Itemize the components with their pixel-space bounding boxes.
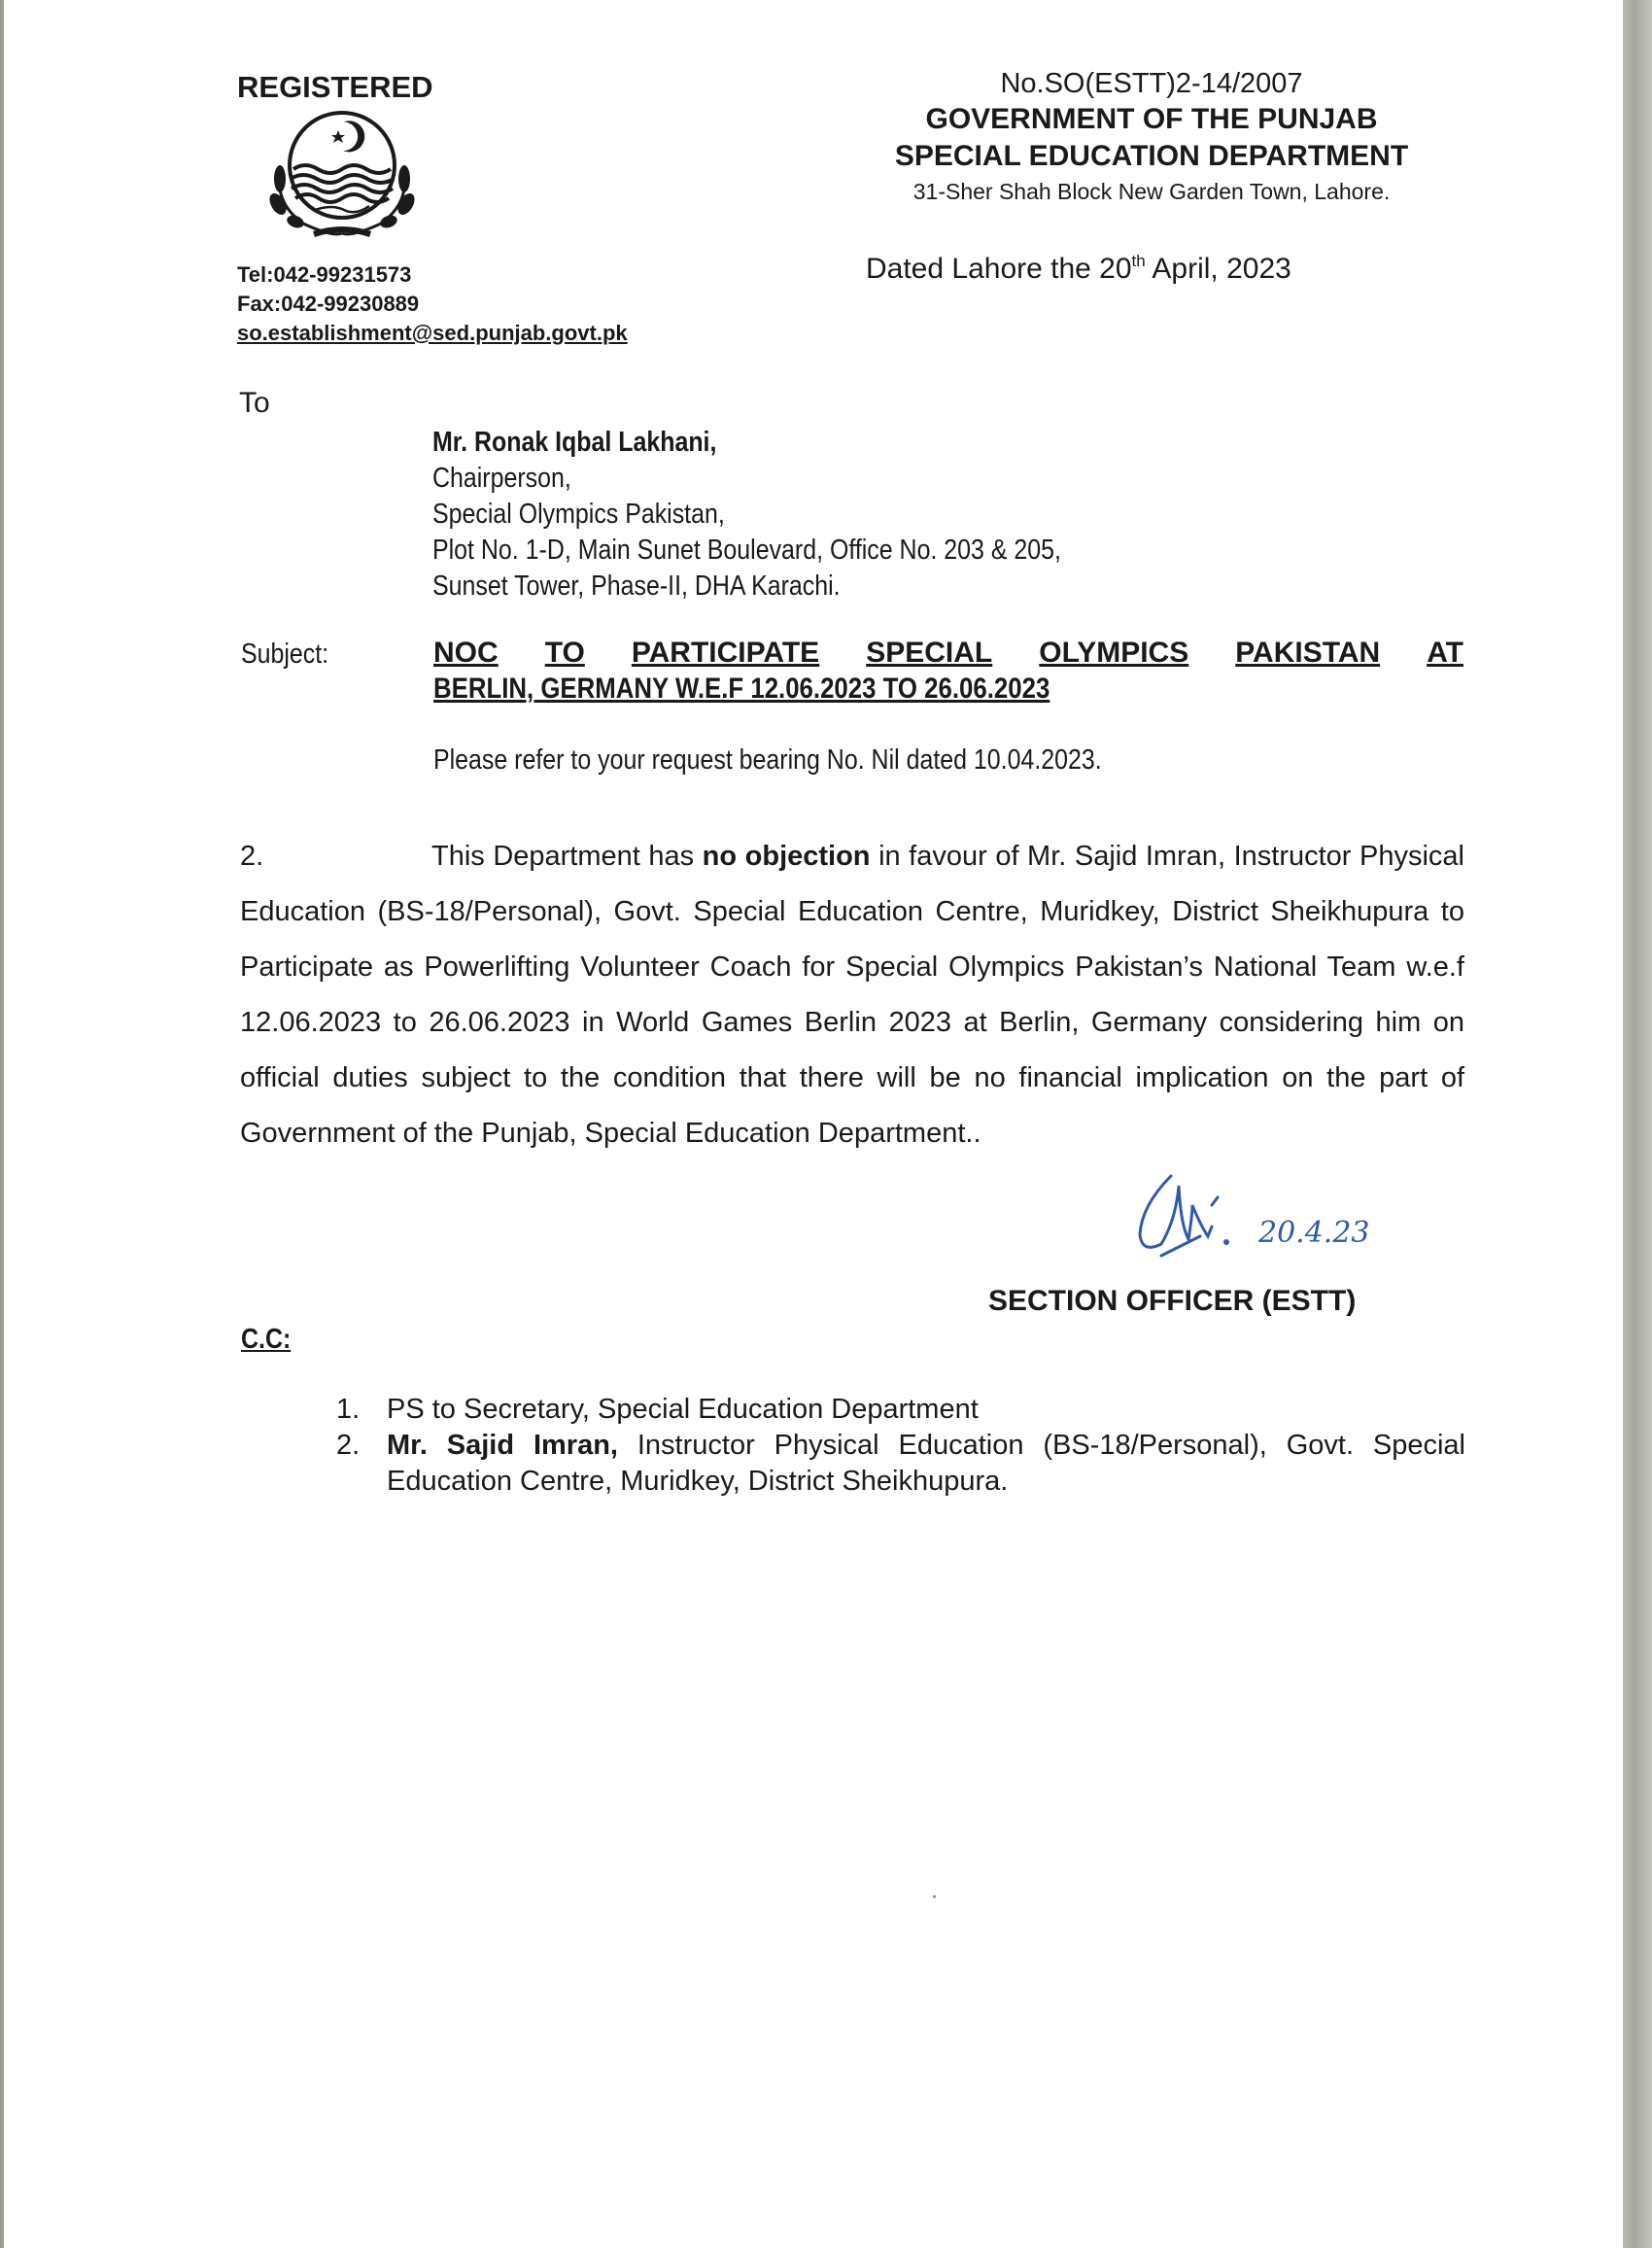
addressee-line: Chairperson, — [432, 463, 571, 494]
subject-line-2: BERLIN, GERMANY W.E.F 12.06.2023 TO 26.06.2023 — [433, 673, 1050, 705]
addressee-line: Special Olympics Pakistan, — [432, 499, 725, 530]
government-of-punjab-seal-icon — [255, 109, 430, 245]
paragraph-bold-phrase: no objection — [702, 841, 871, 872]
date-prefix: Dated Lahore the 20 — [866, 253, 1132, 285]
cc-list — [336, 1392, 1465, 1500]
subject-line-1 — [433, 635, 1463, 671]
subject-label: Subject: — [241, 639, 329, 670]
to-label: To — [239, 387, 270, 419]
subject-word: TO — [544, 637, 585, 669]
cc-item-body: Instructor Physical Education (BS-18/Personal), Govt. Special Education Centre, Muridkey, District Sheikhupura. — [387, 1430, 1465, 1497]
addressee-line: Sunset Tower, Phase-II, DHA Karachi. — [432, 571, 841, 602]
date-suffix: April, 2023 — [1145, 253, 1291, 285]
subject-word: PAKISTAN — [1235, 637, 1381, 669]
paragraph-number: 2. — [240, 841, 264, 872]
reference-line: Please refer to your request bearing No. Nil dated 10.04.2023. — [433, 744, 1102, 776]
subject-word: SPECIAL — [866, 637, 993, 669]
subject-word: OLYMPICS — [1039, 637, 1189, 669]
cc-item — [336, 1392, 1465, 1428]
subject-word: NOC — [433, 637, 499, 669]
cc-item-body: PS to Secretary, Special Education Department — [387, 1394, 979, 1425]
date-line — [866, 253, 1291, 286]
paragraph-text-rest: in favour of Mr. Sajid Imran, Instructor Physical Education (BS-18/Personal), Govt. Special Education Centre, Muridkey, District Sheikhupura to Participate as Powerlifting Volunteer Coach for Special Olympics Pakistan’s National Team w.e.f 12.06.2023 to 26.06.2023 in World Games Berlin 2023 at Berlin, Germany considering him on official duties subject to the condition that there will be no financial implication on the part of Government of the Punjab, Special Education Department.. — [240, 841, 1464, 1149]
cc-item-bold: Mr. Sajid Imran, — [387, 1430, 618, 1461]
fax-number: Fax:042-99230889 — [237, 292, 420, 316]
email-link[interactable]: so.establishment@sed.punjab.govt.pk — [237, 321, 628, 345]
addressee-line: Plot No. 1-D, Main Sunet Boulevard, Office No. 203 & 205, — [432, 535, 1061, 566]
handwritten-signature — [1132, 1166, 1414, 1273]
department-address: 31-Sher Shah Block New Garden Town, Lahore. — [912, 179, 1391, 204]
date-ordinal: th — [1131, 252, 1146, 270]
registered-label: REGISTERED — [237, 70, 433, 104]
telephone-number: Tel:042-99231573 — [237, 262, 412, 287]
addressee-block — [432, 425, 1061, 605]
government-heading: GOVERNMENT OF THE PUNJAB — [925, 103, 1378, 135]
paragraph-text-start: This Department has — [431, 841, 703, 872]
subject-word: PARTICIPATE — [631, 637, 820, 669]
reference-number: No.SO(ESTT)2-14/2007 — [1000, 68, 1303, 99]
department-heading: SPECIAL EDUCATION DEPARTMENT — [894, 140, 1409, 172]
addressee-name: Mr. Ronak Iqbal Lakhani, — [432, 427, 717, 458]
cc-item-number: 1. — [336, 1394, 361, 1425]
cc-item-number: 2. — [336, 1430, 361, 1461]
signature-date: 20.4.23 — [1258, 1216, 1370, 1250]
signatory-title: SECTION OFFICER (ESTT) — [988, 1285, 1357, 1317]
body-paragraph — [240, 829, 1464, 1161]
scan-edge-left — [0, 0, 4, 2248]
cc-item-text — [387, 1428, 1465, 1500]
cc-item — [336, 1428, 1465, 1500]
cc-item-text — [387, 1392, 1465, 1428]
scan-edge-right — [1623, 0, 1652, 2248]
scan-speck — [933, 1895, 936, 1898]
subject-word: AT — [1427, 637, 1463, 669]
subject-heading — [433, 635, 1463, 707]
cc-label: C.C: — [241, 1324, 292, 1355]
